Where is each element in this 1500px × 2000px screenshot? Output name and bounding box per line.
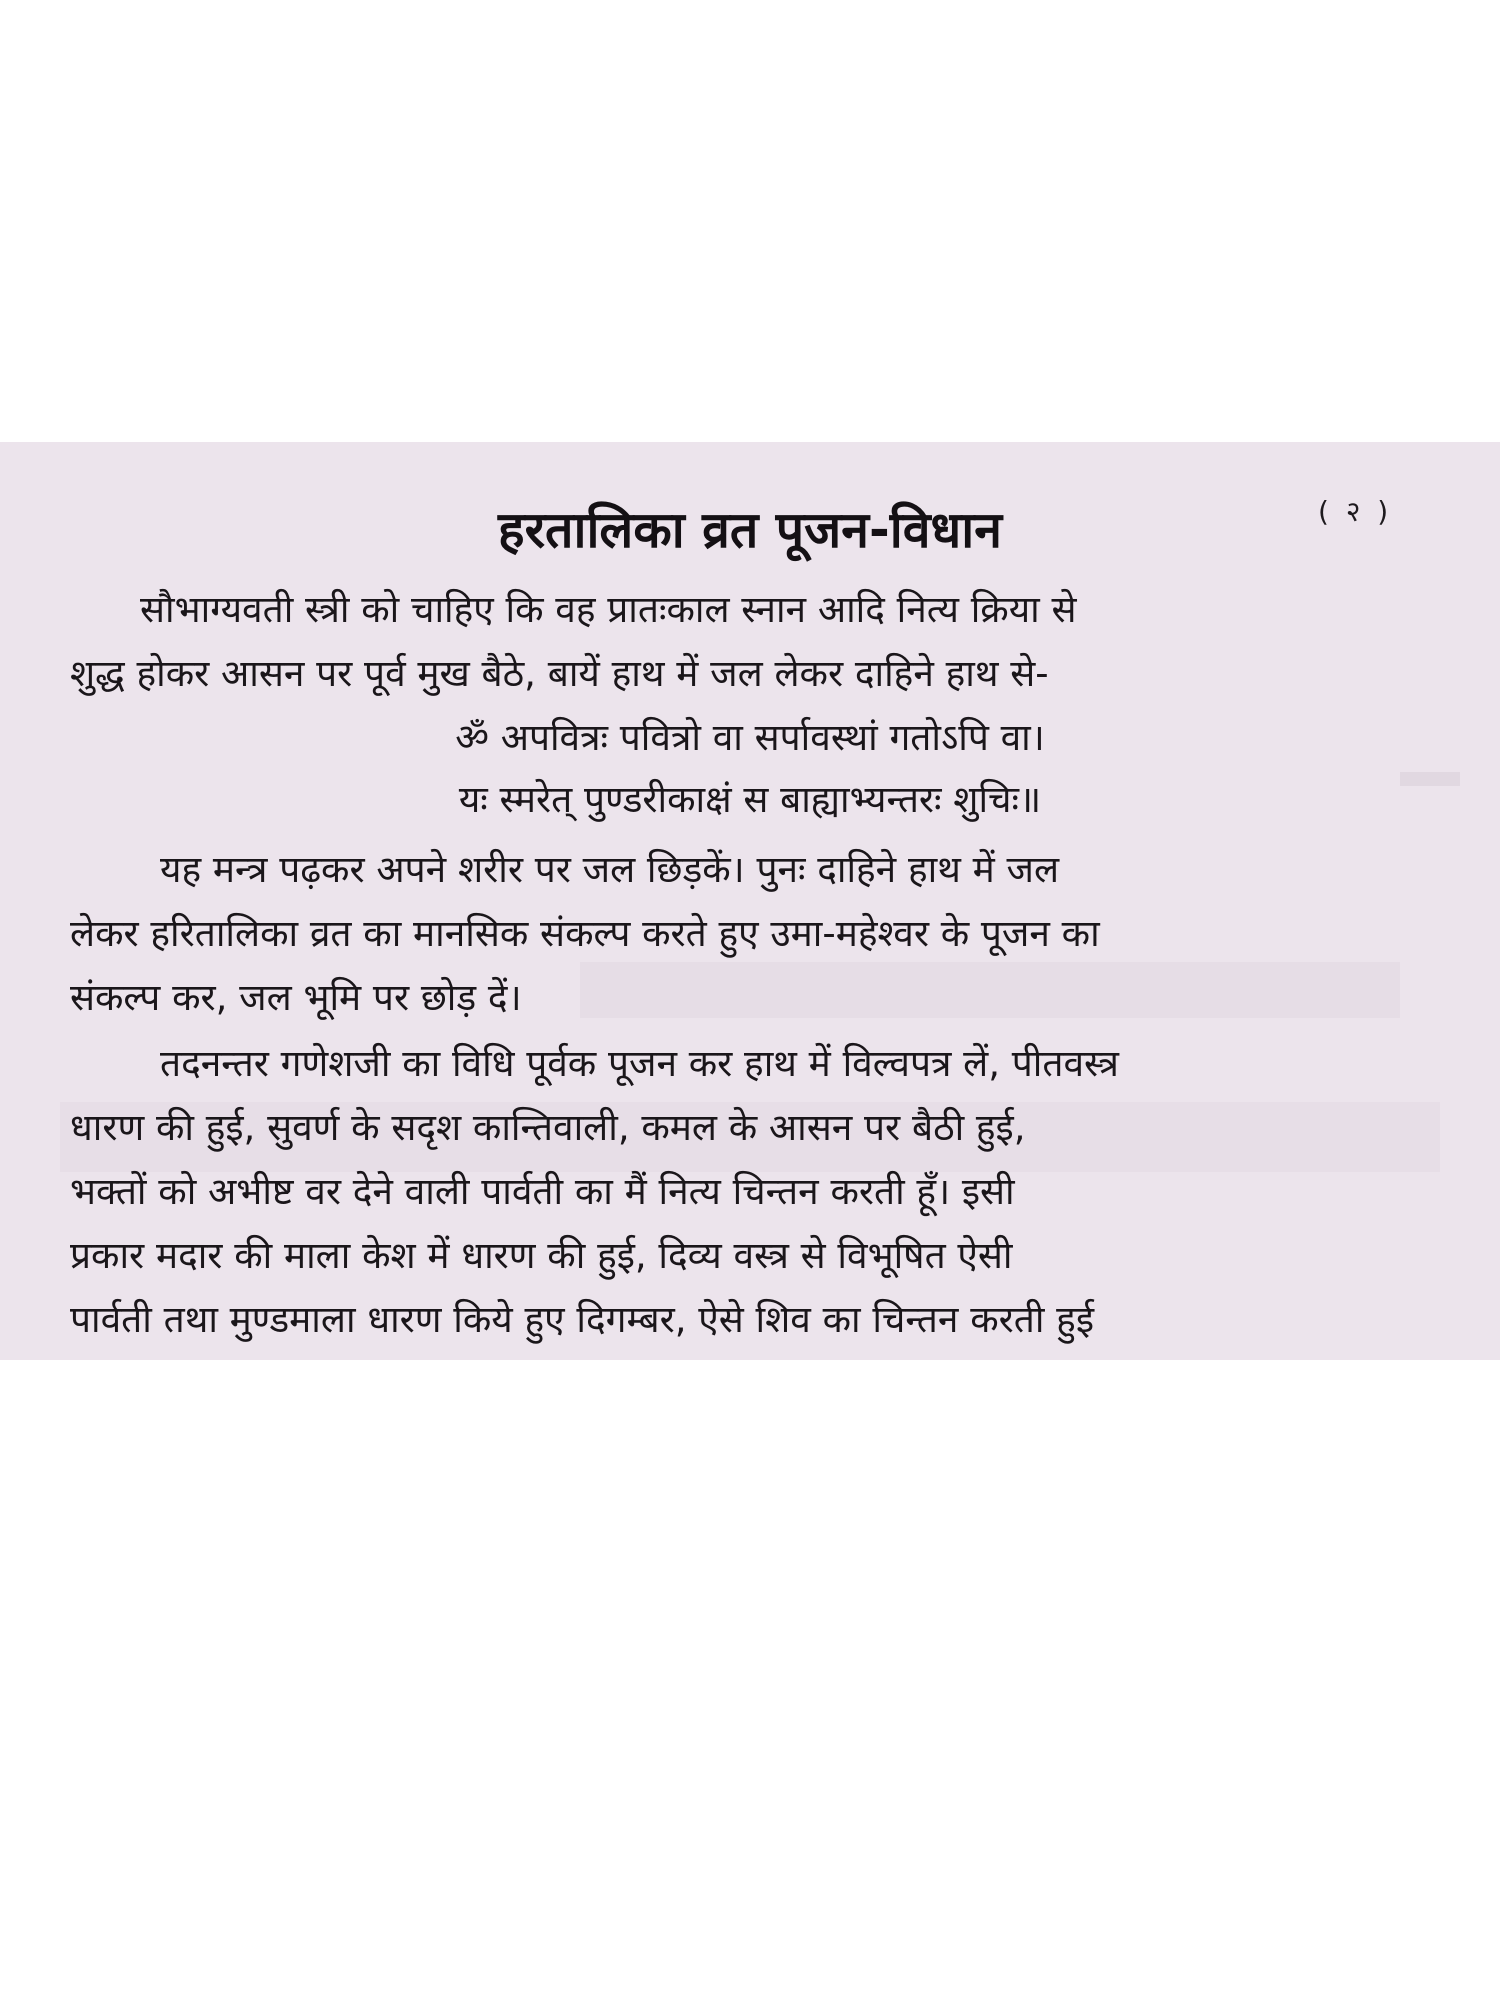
page-number: ( २ ) xyxy=(1318,495,1393,528)
text-line: प्रकार मदार की माला केश में धारण की हुई, दिव्य वस्त्र से विभूषित ऐसी xyxy=(70,1234,1013,1277)
text-line: धारण की हुई, सुवर्ण के सदृश कान्तिवाली, कमल के आसन पर बैठी हुई, xyxy=(70,1106,1026,1149)
text-line: शुद्ध होकर आसन पर पूर्व मुख बैठे, बायें हाथ में जल लेकर दाहिने हाथ से- xyxy=(70,652,1049,695)
text-line: पार्वती तथा मुण्डमाला धारण किये हुए दिगम्बर, ऐसे शिव का चिन्तन करती हुई xyxy=(70,1298,1094,1341)
text-line: तदनन्तर गणेशजी का विधि पूर्वक पूजन कर हाथ में विल्वपत्र लें, पीतवस्त्र xyxy=(160,1042,1119,1085)
text-line: संकल्प कर, जल भूमि पर छोड़ दें। xyxy=(70,976,522,1019)
text-line: सौभाग्यवती स्त्री को चाहिए कि वह प्रातःकाल स्नान आदि नित्य क्रिया से xyxy=(140,588,1077,631)
scanned-page xyxy=(0,442,1500,1360)
page-title: हरतालिका व्रत पूजन-विधान xyxy=(498,501,1002,559)
verse-line: यः स्मरेत् पुण्डरीकाक्षं स बाह्याभ्यन्तरः शुचिः॥ xyxy=(458,778,1042,821)
text-line: यह मन्त्र पढ़कर अपने शरीर पर जल छिड़कें। पुनः दाहिने हाथ में जल xyxy=(160,848,1060,891)
text-line: भक्तों को अभीष्ट वर देने वाली पार्वती का मैं नित्य चिन्तन करती हूँ। इसी xyxy=(70,1170,1015,1213)
text-line: लेकर हरितालिका व्रत का मानसिक संकल्प करते हुए उमा-महेश्वर के पूजन का xyxy=(70,912,1100,955)
verse-line: ॐ अपवित्रः पवित्रो वा सर्पावस्थां गतोऽपि वा। xyxy=(455,716,1045,759)
